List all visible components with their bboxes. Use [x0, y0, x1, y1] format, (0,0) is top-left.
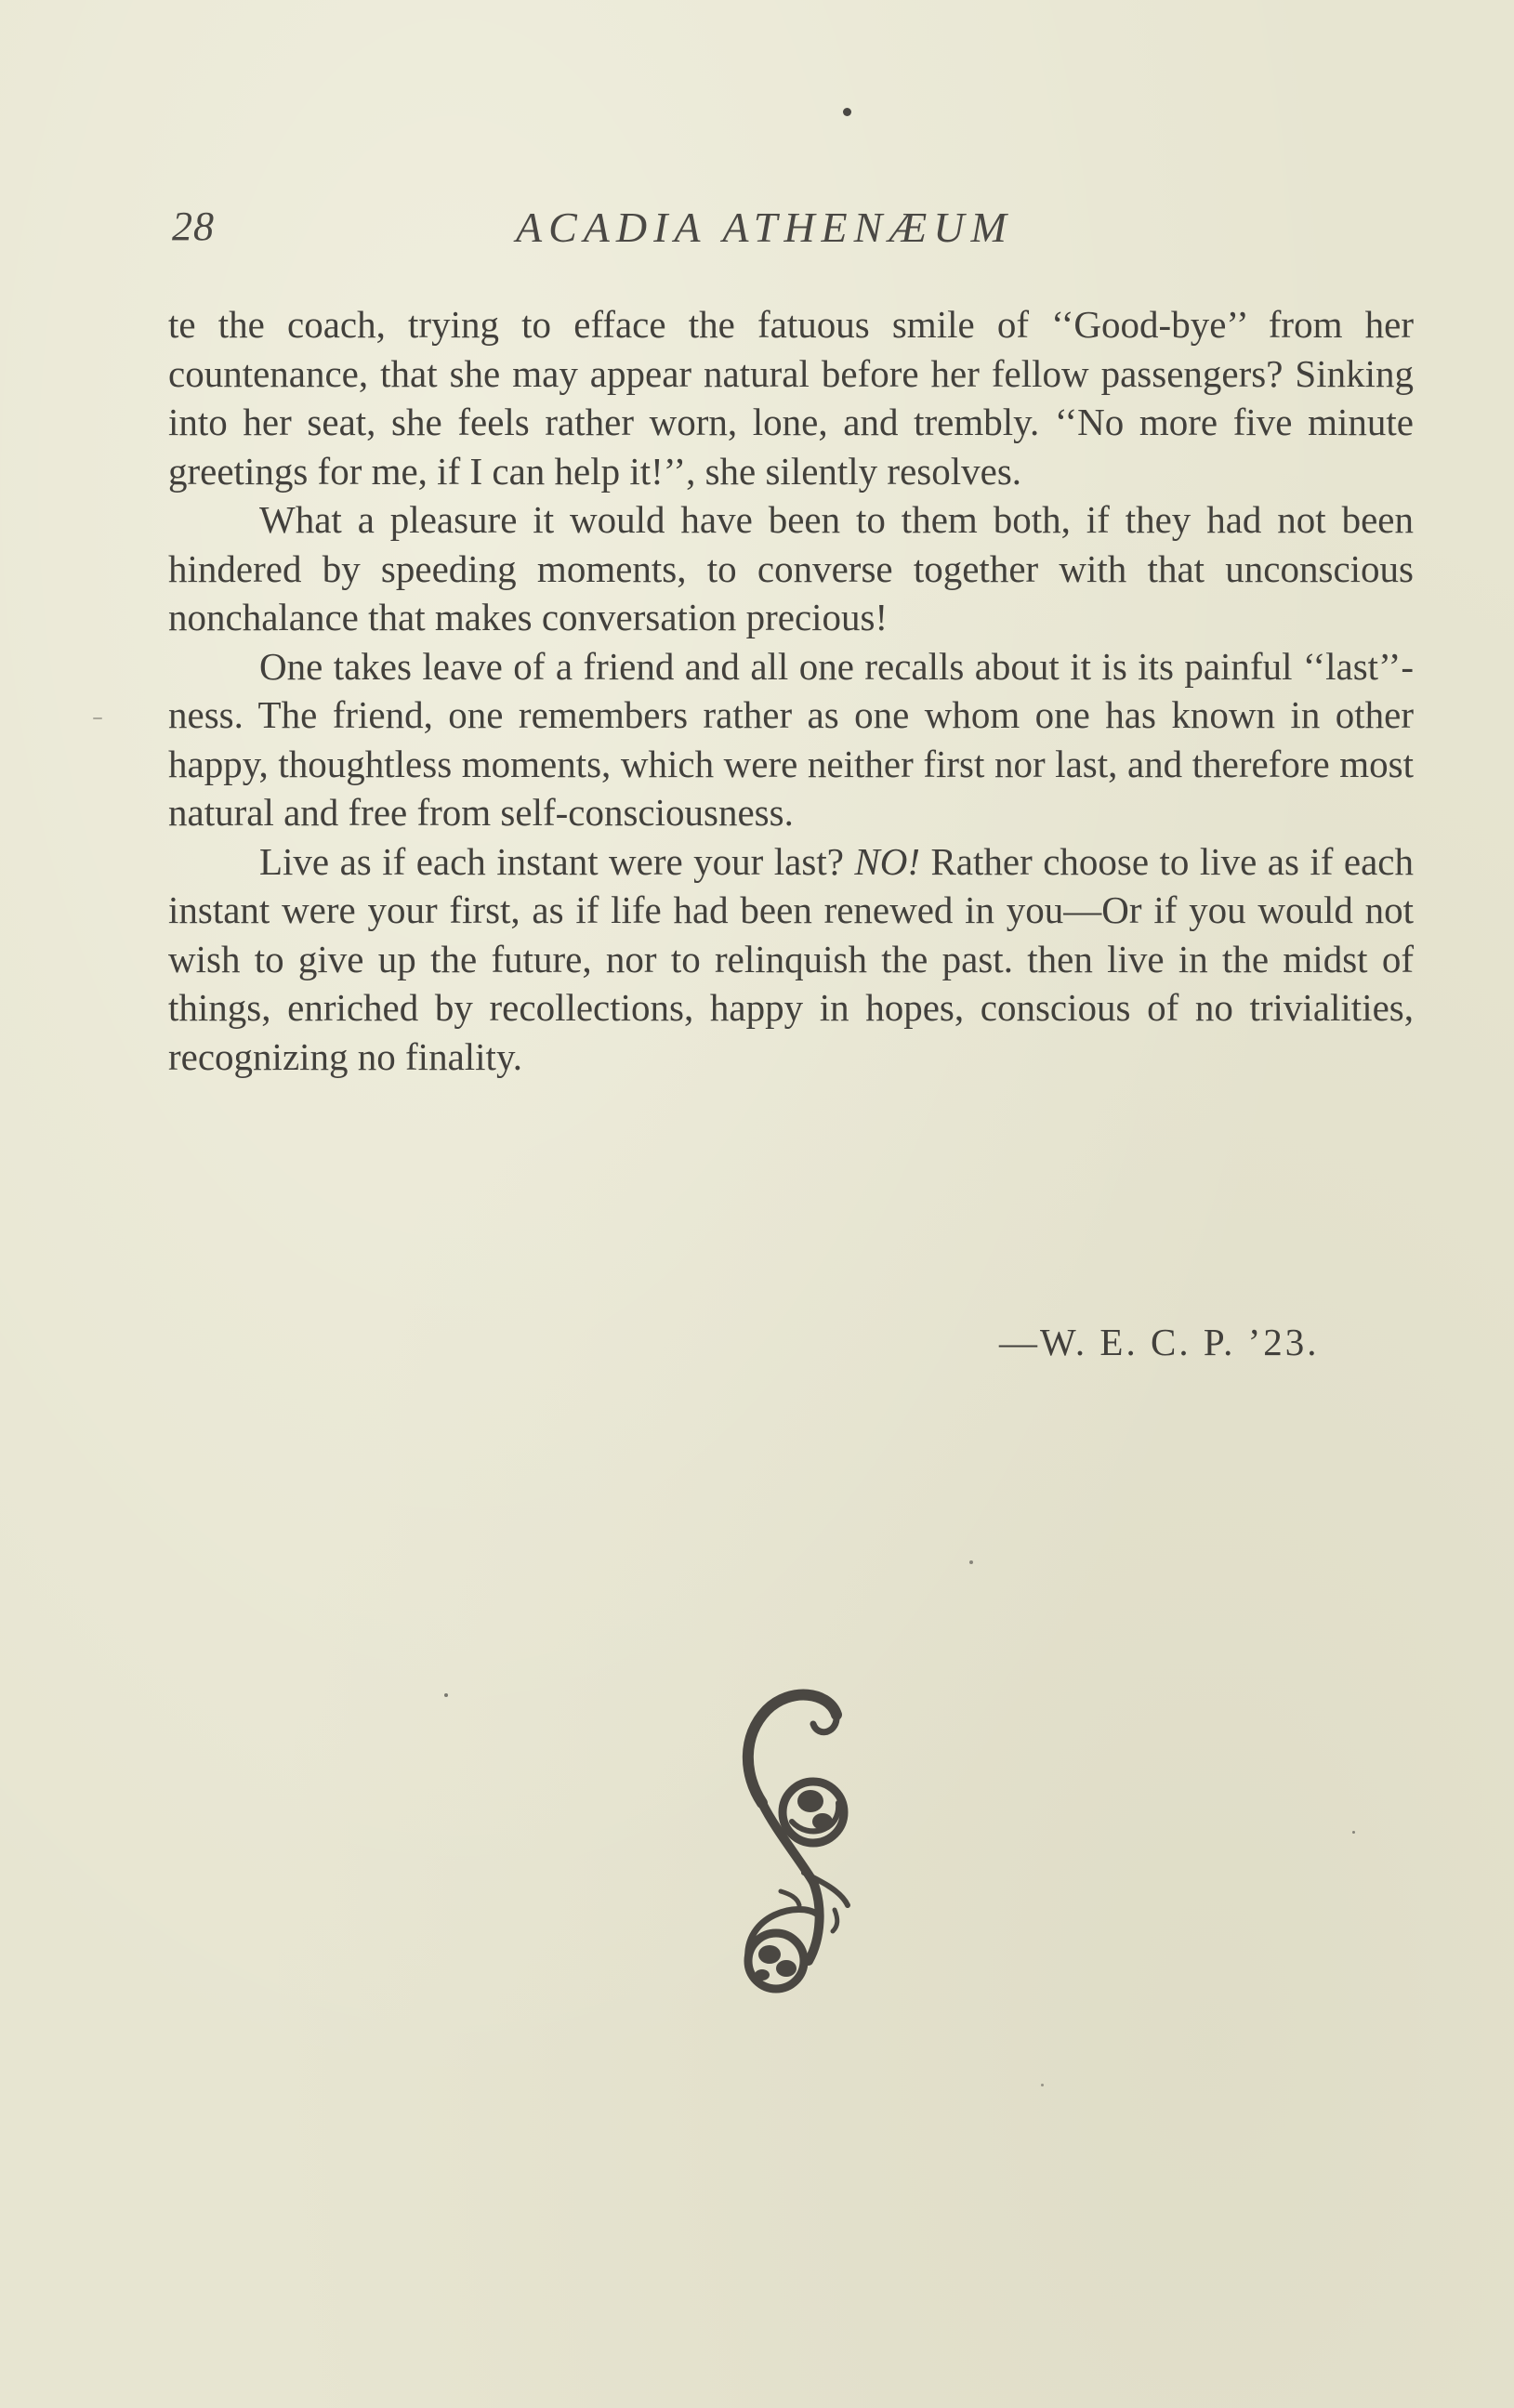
print-speck: [444, 1693, 448, 1697]
page-number: 28: [172, 204, 215, 249]
print-speck: [1041, 2084, 1044, 2086]
emphasis-no: NO!: [854, 839, 920, 883]
print-speck: [969, 1560, 973, 1564]
paragraph-4: [168, 837, 1414, 1082]
paragraph-4-end: Rather choose to live as if each instant were your first, as if life had been renewed in you—Or if you would not wish to give up the future, nor to relinquish the past. then live in the midst of things, enriched by recollections, happy in hopes, conscious of no trivialities, recognizing no finality.: [168, 839, 1414, 1078]
paragraph-4-start: Live as if each instant were your last?: [259, 839, 855, 883]
author-signature: —W. E. C. P. ’23.: [999, 1321, 1320, 1363]
page-header: [172, 203, 1417, 258]
article-body: [168, 300, 1414, 1081]
paragraph-3: One takes leave of a friend and all one recalls about it is its painful ‘‘last’’-ness. The friend, one remembers rather as one whom one has known in other happy, thoughtless moments, which were neither first nor last, and therefore most natural and free from self-consciousness.: [168, 644, 1414, 834]
print-speck: [1352, 1831, 1355, 1834]
paragraph-1: te the coach, trying to efface the fatuous smile of ‘‘Good-bye’’ from her countenance, that she may appear natural before her fellow passengers? Sinking into her seat, she feels rather worn, lone, and trembly. ‘‘No more five minute greetings for me, if I can help it!’’, she silently resolves.: [168, 303, 1414, 493]
print-speck: [843, 108, 851, 116]
print-speck: [93, 717, 102, 719]
paragraph-2: What a pleasure it would have been to them both, if they had not been hindered by speeding moments, to converse together with that unconscious nonchalance that makes conversation precious!: [168, 498, 1414, 638]
decorative-scroll-ornament-icon: [725, 1682, 874, 2007]
running-head: ACADIA ATHENÆUM: [516, 204, 1013, 251]
